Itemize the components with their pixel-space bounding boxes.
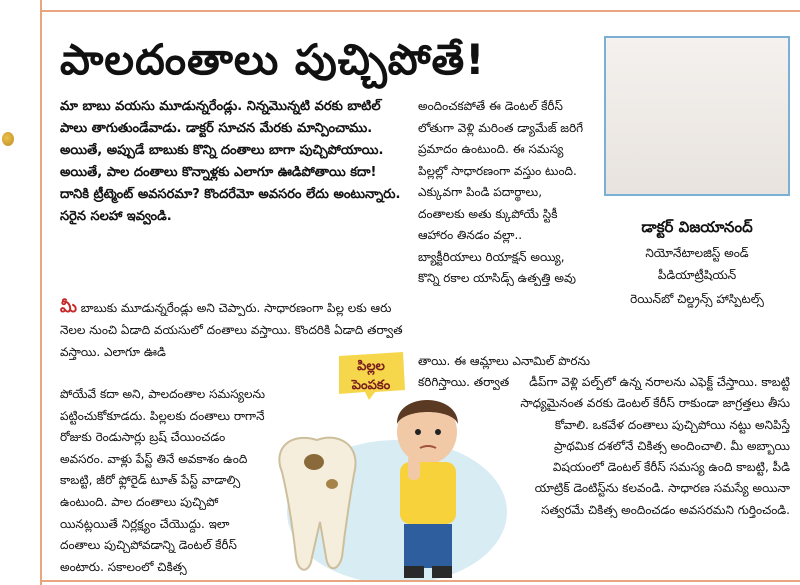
doctor-name: డాక్టర్‌ విజయానంద్‌ [641, 218, 753, 236]
bottom-border-rule [40, 580, 800, 582]
child-figure-icon [397, 400, 458, 578]
answer-left-column: పోయేవే కదా అని, పాలదంతాల సమస్యలను పట్టించుకోకూడదు. పిల్లలకు దంతాలు రాగానే రోజుకు రెండుసార్లు బ్రష్‌ చేయించడం అవసరం. వాళ్లు పేస్ట్‌ తినే అవకాశం ఉంది కాబట్టి, జీరో ఫ్లోరైడ్‌ టూత్‌ పేస్ట్‌ వాడాల్సి ఉంటుంది. పాల దంతాలు పుచ్చిపో యినట్లయితే నిర్లక్ష్యం చేయొద్దు. ఇలా దంతాలు పుచ్చిపోవడాన్ని డెంటల్‌ కేరీస్‌ అంటారు. సకాలంలో చికిత్స [60, 387, 266, 574]
doctor-specialty-1: నియోనేటాలజిస్ట్‌ అండ్‌ [645, 246, 749, 260]
edge-ornament [2, 132, 14, 146]
left-border-rule [40, 0, 42, 585]
article-headline: పాలదంతాలు పుచ్చిపోతే! [60, 35, 486, 84]
answer-middle-column: అందించకపోతే ఈ డెంటల్‌ కేరీస్‌ లోతుగా వెళ్లి మరింత డ్యామేజ్‌ జరిగే ప్రమాదం ఉంటుంది. ఈ సమస్య పిల్లల్లో సాధారణంగా వస్తుం టుంది. ఎక్కువగా పిండి పదార్థాలు, దంతాలకు అతు క్కుపోయే స్టికీ ఆహారం తినడం వల్లా.. బ్యాక్టీరియాలు రియాక్షన్‌ అయ్యి, కొన్ని రకాల యాసిడ్స్‌ ఉత్పత్తి అవు [418, 99, 584, 285]
reader-question: మా బాబు వయసు మూడున్నరేండ్లు. నిన్నమొన్నటి వరకు బాటిల్‌ పాలు తాగుతుండేవాడు. డాక్టర్‌ సూచన మేరకు మాన్పించాము. అయితే, అప్పుడే బాబుకు కొన్ని దంతాలు బాగా పుచ్చిపోయాయి. అయితే, పాల దంతాలు కొన్నాళ్లకు ఎలాగూ ఊడిపోతాయి కదా! దానికి ట్రీట్మెంట్‌ అవసరమా? కొందరేమో అవసరం లేదు అంటున్నారు. సరైన సలహా ఇవ్వండి. [60, 99, 401, 224]
answer-dropcap: మీ [60, 297, 77, 316]
answer-middle-continuation: తాయి. ఈ ఆమ్లాలు ఎనామిల్‌ పొరను కరిగిస్తాయి. తర్వాత [418, 354, 591, 389]
doctor-photo [604, 36, 790, 196]
answer-right-column: డీప్‌గా వెళ్లి పల్ప్‌లో ఉన్న నరాలను ఎఫెక్ట్‌ చేస్తాయి. కాబట్టి సాధ్యమైనంత వరకు డెంటల్‌ కేరీస్‌ రాకుండా జాగ్రత్తలు తీసు కోవాలి. ఒకవేళ దంతాలు పుచ్చిపోయి నట్టు అనిపిస్తే ప్రాథమిక దశలోనే చికిత్స అందించాలి. మీ అబ్బాయి విషయంలో డెంటల్‌ కేరీస్‌ సమస్య ఉంది కాబట్టి, పీడి యాట్రిక్‌ డెంటిస్ట్‌ను కలవండి. సాధారణ సమస్యే అయినా సత్వరమే చికిత్స అందించడం అవసరమని గుర్తించండి. [520, 375, 790, 517]
section-tag-line1: పిల్లల [357, 359, 385, 374]
doctor-hospital: రెయిన్‌బో చిల్డ్రన్స్‌ హాస్పిటల్స్‌ [630, 292, 764, 306]
answer-opening-text: బాబుకు మూడున్నరేండ్లు అని చెప్పారు. సాధారణంగా పిల్ల లకు ఆరు నెలల నుంచి ఏడాది వయసులో దంతాలు వస్తాయి. కొందరికి ఏడాది తర్వాత వస్తాయి. ఎలాగూ ఊడి [60, 301, 403, 359]
section-tag-label [335, 357, 407, 395]
doctor-specialty-2: పీడియాట్రీషియన్‌ [657, 268, 737, 282]
section-tag-line2: పెంపకం [351, 378, 391, 393]
top-border-rule [40, 10, 800, 12]
